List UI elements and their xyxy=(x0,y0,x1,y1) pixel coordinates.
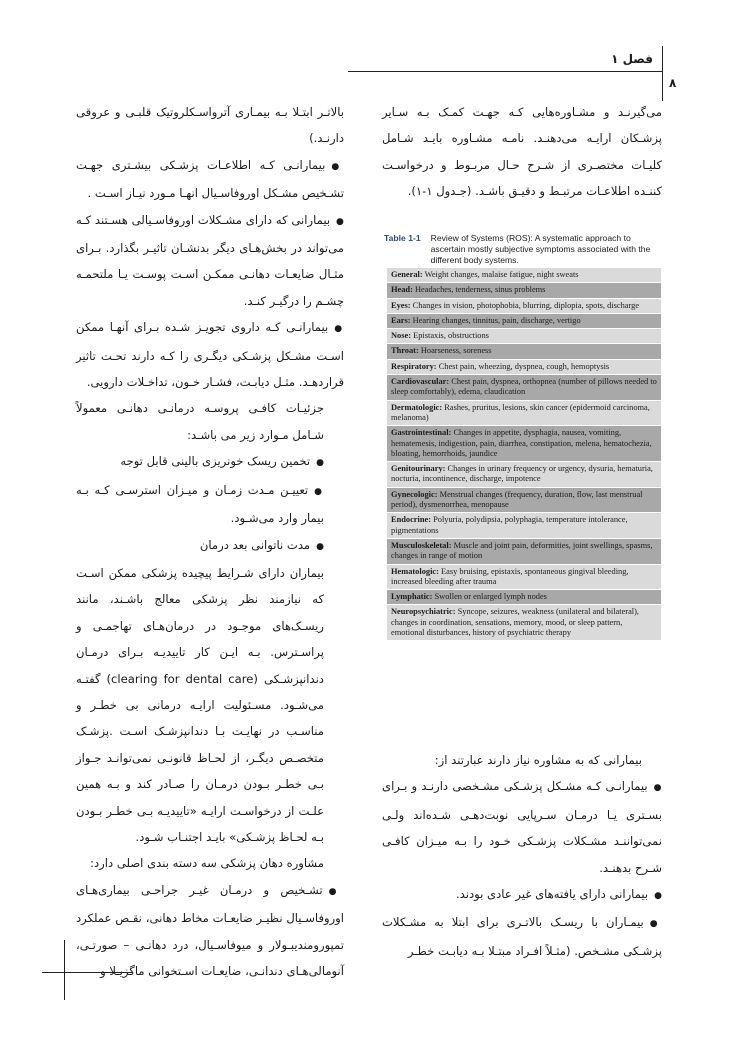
table-row xyxy=(387,344,661,359)
table-row xyxy=(387,299,661,314)
table-row-text: Chest pain, dyspnea, orthopnea (number of pillows needed to sleep comfortably), edema, claudication xyxy=(391,377,657,397)
table-row-text: Changes in appetite, dysphagia, nausea, vomiting, hematemesis, indigestion, pain, diarrhea, constipation, melena, hematochezia, bloating, hemorrhoids, jaundice xyxy=(391,428,652,458)
table-caption-text: Review of Systems (ROS): A systematic approach to ascertain mostly subjective symptoms associated with the different body systems. xyxy=(430,233,651,265)
list-item: ● بیمارانـی کـه داروی تجویـز شـده بـرای آنهـا ممکن اسـت مشـکل پزشـکی دیگـری را کـه دارند تحـت تاثیر قراردهـد. مثـل دیابـت، فشـار خـون، تداخـلات دارویی. xyxy=(76,314,344,395)
table-row xyxy=(387,488,661,514)
chapter-title: فصل ۱ xyxy=(611,52,653,66)
right-column-top xyxy=(382,99,662,205)
table-row-text: Changes in vision, photophobia, blurring, diplopia, spots, discharge xyxy=(410,300,640,310)
table-row-text: Polyuria, polydipsia, polyphagia, temperature intolerance, pigmentations xyxy=(391,515,628,535)
paragraph: می‌گیرنـد و مشـاوره‌هایی کـه جهـت کمـک بـه سـایر پزشـکان ارایـه می‌دهنـد. نامـه مشـاوره بایـد شـامل کلیـات مختصـری از شـرح حـال مربـوط و درخواسـت کننـده اطلاعـات مرتبـط و دقیـق باشـد. (جـدول ۱-۱). xyxy=(382,105,662,199)
table-row-heading: Endocrine: xyxy=(391,515,432,525)
crop-mark-vertical xyxy=(64,940,65,1000)
table-row-heading: Ears: xyxy=(391,315,411,325)
table-row xyxy=(387,329,661,344)
table-row-heading: Dermatologic: xyxy=(391,402,443,412)
table-row xyxy=(387,539,661,565)
list-item: ● بیمارانـی کـه مشـکل پزشـکی مشـخصی دارنـد و بـرای بسـتری یـا درمـان سـرپایی نوبت‌دهـی شـده‌اند ولـی نمی‌تواننـد مشـکلات پزشـکی خـود را بـه میـزان کافـی شـرح بدهنـد. xyxy=(382,773,662,881)
table-row-heading: Lymphatic: xyxy=(391,592,433,602)
table-row-text: Weight changes, malaise fatigue, night sweats xyxy=(422,270,579,279)
table-row xyxy=(387,462,661,488)
table-row-text: Swollen or enlarged lymph nodes xyxy=(432,592,547,602)
table-row-text: Headaches, tenderness, sinus problems xyxy=(412,285,546,295)
right-column-bottom xyxy=(382,747,662,964)
list-item: ● بیمـاران با ریسـک بالاتـری برای ابتلا به مشـکلات پزشـکی مشـخص. (مثـلاً افـراد مبتـلا بـه دیابـت خطـر xyxy=(382,909,662,964)
table-row xyxy=(387,283,661,298)
paragraph: جزئیـات کافـی پروسـه درمانـی دهانـی معمولاً شـامل مـوارد زیر می باشـد: xyxy=(76,401,324,442)
table-row-heading: Neuropsychiatric: xyxy=(391,607,456,617)
table-row xyxy=(387,401,661,427)
list-item: ● بیمارانی که دارای مشـکلات اوروفاسـیالی هسـتند کـه می‌تواند در بخش‌هـای دیگر بدنشـان تاثیـر بگذارد. بـرای مثـال ضایعـات دهانـی ممکـن اسـت پوسـت یـا ملتحمـه چشـم را درگیـر کنـد. xyxy=(76,207,344,315)
table-row xyxy=(387,375,661,401)
paragraph: مشاوره دهان پزشکی سه دسته بندی اصلی دارد: xyxy=(90,856,324,871)
table-row-heading: General: xyxy=(391,270,423,279)
table-row xyxy=(387,268,661,283)
paragraph: بالاتـر ابتـلا بـه بیمـاری آترواسـکلروتیک قلبـی و عروقی دارنـد.) xyxy=(76,105,344,146)
table-row xyxy=(387,314,661,329)
table-row-heading: Gastrointestinal: xyxy=(391,428,452,438)
table-row-heading: Nose: xyxy=(391,331,412,341)
table-row-text: Hoarseness, soreness xyxy=(418,346,492,356)
table-row-text: Menstrual changes (frequency, duration, flow, last menstrual period), dysmenorrhea, menopause xyxy=(391,489,643,510)
table-row-heading: Head: xyxy=(391,285,413,295)
list-item: ● تخمین ریسک خونریزی بالینی قابل توجه xyxy=(76,448,344,476)
left-column xyxy=(76,99,344,984)
table-row-text: Rashes, pruritus, lesions, skin cancer (epidermoid carcinoma, melanoma) xyxy=(391,402,650,422)
list-item: ● بیمارانـی کـه اطلاعـات پزشـکی بیشـتری جهـت تشـخیص مشـکل اوروفاسـیال انهـا مـورد نیـاز اسـت . xyxy=(76,152,344,207)
header-vertical-rule xyxy=(662,46,663,101)
list-item: ● تعییـن مـدت زمـان و میـزان استرسـی کـه بـه بیمار وارد می‌شـود. xyxy=(76,477,344,532)
table-row xyxy=(387,513,661,539)
header-rule xyxy=(348,71,663,72)
table-row xyxy=(387,565,661,591)
table-row-heading: Cardiovascular: xyxy=(391,377,450,387)
table-row xyxy=(387,605,661,641)
ros-table xyxy=(387,268,661,641)
table-caption xyxy=(384,233,662,266)
table-row-heading: Throat: xyxy=(391,346,419,356)
table-row-text: Hearing changes, tinnitus, pain, discharge, vertigo xyxy=(410,315,581,325)
table-row xyxy=(387,360,661,375)
table-row-text: Syncope, seizures, weakness (unilateral and bilateral), changes in coordination, sensations, memory, mood, or sleep pattern, emotional disturbances, history of psychiatric therapy xyxy=(391,607,639,638)
table-row-heading: Musculoskeletal: xyxy=(391,540,452,550)
list-item: ● بیمارانی دارای یافته‌های غیر عادی بودند. xyxy=(382,881,662,909)
table-row-text: Epistaxis, obstructions xyxy=(411,331,489,341)
table-row-text: Easy bruising, epistaxis, spontaneous gingival bleeding, increased bleeding after trauma xyxy=(391,566,629,586)
table-label: Table 1-1 xyxy=(384,233,421,243)
table-row-heading: Gynecologic: xyxy=(391,489,438,499)
table-row-heading: Genitourinary: xyxy=(391,464,446,474)
page-number: ۸ xyxy=(669,76,677,90)
paragraph: بیمارانی که به مشاوره نیاز دارند عبارتند از: xyxy=(434,753,642,767)
table-row-text: Muscle and joint pain, deformities, joint swellings, spasms, changes in range of motion xyxy=(391,540,653,561)
table-row-text: Chest pain, wheezing, dyspnea, cough, hemoptysis xyxy=(436,361,610,371)
table-row-heading: Respiratory: xyxy=(391,361,437,371)
paragraph: بیماران دارای شـرایط پیچیده پزشکی ممکن اسـت که نیازمند نظر پزشکی معالج باشـند، مانند ریسـک‌های موجـود در درمان‌هـای تهاجمـی و پراسـترس. بـه ایـن کار تاییدیـه بـرای درمـان دندانپزشـکی (clearing for dental care) گفتـه می‌شـود. مسـئولیت ارایـه درمانی بی خطـر و مناسـب در نهایـت بـا دندانپزشـک اسـت .پزشـک متخصـص دیگـر، از لحـاظ قانونـی نمی‌توانـد جـواز بـی خطـر بـودن درمـان را صـادر کند و بـه همین علـت از درخواسـت ارایـه «تاییدیـه بـی خطـر بـودن بـه لحـاظ پزشـکی» بایـد اجتنـاب شـود. xyxy=(76,565,324,844)
table-row-heading: Eyes: xyxy=(391,300,411,310)
list-item: ● تشـخیص و درمـان غیـر جراحـی بیماری‌هـای اوروفاسـیال نظیـر ضایعـات مخاط دهانی، نقـص عملکرد تمپورومندیبـولار و میوفاسـیال، درد دهانـی – صورتـی، آنومالی‌هـای دندانـی، ضایعـات اسـتخوانی ماگزیـلا و xyxy=(76,877,344,985)
table-row-heading: Hematologic: xyxy=(391,566,439,576)
table-row xyxy=(387,590,661,605)
list-item: ● مدت ناتوانی بعد درمان xyxy=(76,532,344,560)
table-row-text: Changes in urinary frequency or urgency, dysuria, hematuria, nocturia, incontinence, discharge, impotence xyxy=(391,464,653,484)
table-row xyxy=(387,426,661,462)
